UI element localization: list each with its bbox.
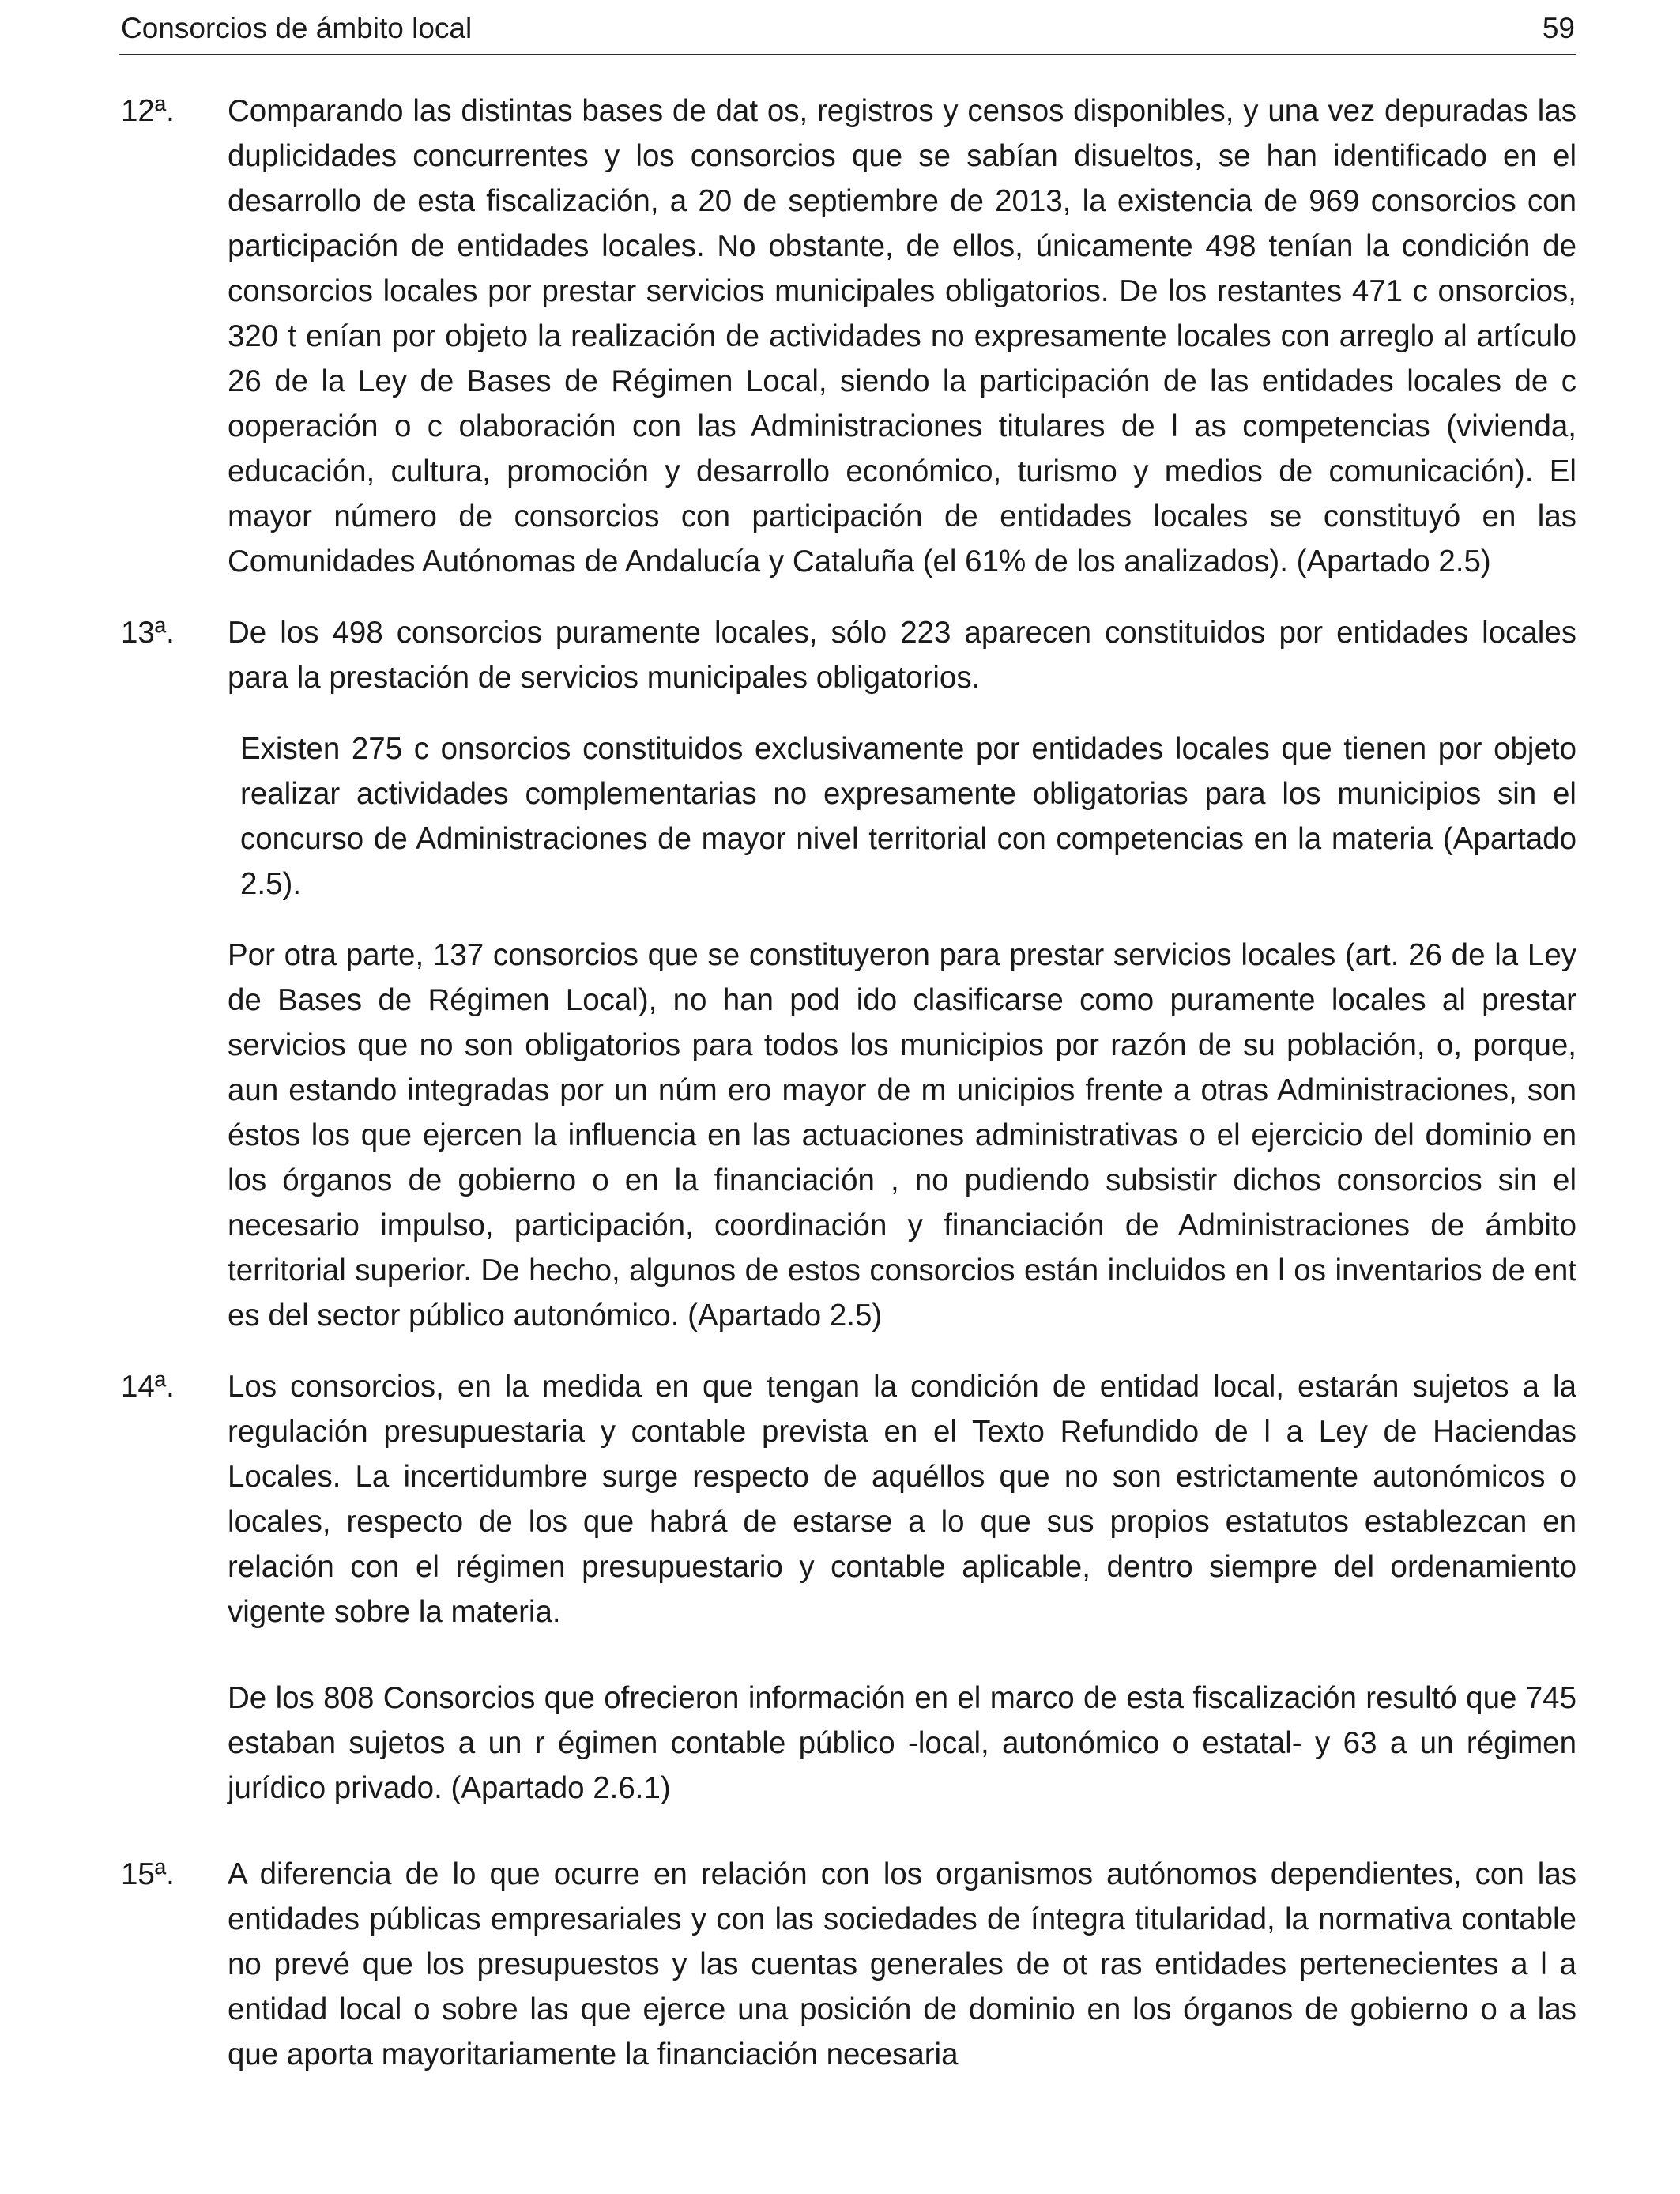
conclusion-paragraph: Por otra parte, 137 consorcios que se constituyeron para prestar servicios locales (art. 26 de la Ley de Bases de Régimen Local), no han pod ido clasificarse como puramente locales al prestar servicios que no son obligatorios para todos los municipios por razón de su población, o, porque, aun estando integradas por un núm ero mayor de m unicipios frente a otras Administraciones, son éstos los que ejercen la influencia en las actuaciones administrativas o el ejercicio del dominio en los órganos de gobierno o en la financiación , no pudiendo subsistir dichos consorcios sin el necesario impulso, participación, coordinación y financiación de Administraciones de ámbito territorial superior. De hecho, algunos de estos consorcios están incluidos en l os inventarios de ent es del sector público autonómico. (Apartado 2.5) bbox=[228, 938, 1576, 1333]
conclusion-paragraph: Comparando las distintas bases de dat os, registros y censos disponibles, y una vez depuradas las duplicidades concurrentes y los consorcios que se sabían disueltos, se han identificado en el desarrollo de esta fiscalización, a 20 de septiembre de 2013, la existencia de 969 consorcios con participación de entidades locales. No obstante, de ellos, únicamente 498 tenían la condición de consorcios locales por prestar servicios municipales obligatorios. De los restantes 471 c onsorcios, 320 t enían por objeto la realización de actividades no expresamente locales con arreglo al artículo 26 de la Ley de Bases de Régimen Local, siendo la participación de las entidades locales de c ooperación o c olaboración con las Administraciones titulares de l as competencias (vivienda, educación, cultura, promoción y desarrollo económico, turismo y medios de comunicación). El mayor número de consorcios con participación de entidades locales se constituyó en las Comunidades Autónomas de Andalucía y Cataluña (el 61% de los analizados). (Apartado 2.5) bbox=[228, 94, 1576, 579]
running-header-title: Consorcios de ámbito local bbox=[121, 12, 473, 44]
conclusion-14 bbox=[121, 1364, 1576, 1811]
conclusion-13 bbox=[121, 610, 1576, 1338]
conclusion-text bbox=[228, 610, 1576, 1338]
document-body bbox=[121, 89, 1576, 2077]
conclusion-text bbox=[228, 1852, 1576, 2077]
conclusion-paragraph: Los consorcios, en la medida en que tengan la condición de entidad local, estarán sujetos a la regulación presupuestaria y contable prevista en el Texto Refundido de l a Ley de Haciendas Locales. La incertidumbre surge respecto de aquéllos que no son estrictamente autonómicos o locales, respecto de los que habrá de estarse a lo que sus propios estatutos establezcan en relación con el régimen presupuestario y contable aplicable, dentro siempre del ordenamiento vigente sobre la materia. bbox=[228, 1370, 1576, 1629]
conclusion-15 bbox=[121, 1852, 1576, 2077]
conclusion-text bbox=[228, 1364, 1576, 1811]
conclusion-text bbox=[228, 89, 1576, 584]
conclusion-paragraph: Existen 275 c onsorcios constituidos exclusivamente por entidades locales que tienen por objeto realizar actividades complementarias no expresamente obligatorias para los municipios sin el concurso de Administraciones de mayor nivel territorial con competencias en la materia (Apartado 2.5). bbox=[240, 732, 1576, 901]
conclusion-number: 12ª. bbox=[121, 94, 175, 128]
conclusion-number: 14ª. bbox=[121, 1370, 175, 1404]
conclusion-paragraph: De los 808 Consorcios que ofrecieron información en el marco de esta fiscalización resultó que 745 estaban sujetos a un r égimen contable público -local, autonómico o estatal- y 63 a un régimen jurídico privado. (Apartado 2.6.1) bbox=[228, 1681, 1576, 1805]
conclusion-number: 15ª. bbox=[121, 1857, 175, 1891]
conclusion-12 bbox=[121, 89, 1576, 584]
header-divider bbox=[119, 54, 1576, 55]
page-number: 59 bbox=[1542, 12, 1575, 44]
page-header bbox=[121, 6, 1575, 54]
conclusion-number: 13ª. bbox=[121, 616, 175, 650]
conclusion-paragraph: De los 498 consorcios puramente locales, sólo 223 aparecen constituidos por entidades locales para la prestación de servicios municipales obligatorios. bbox=[228, 616, 1576, 695]
conclusion-paragraph: A diferencia de lo que ocurre en relación con los organismos autónomos dependientes, con las entidades públicas empresariales y con las sociedades de íntegra titularidad, la normativa contable no prevé que los presupuestos y las cuentas generales de ot ras entidades pertenecientes a l a entidad local o sobre las que ejerce una posición de dominio en los órganos de gobierno o a las que aporta mayoritariamente la financiación necesaria bbox=[228, 1857, 1576, 2071]
